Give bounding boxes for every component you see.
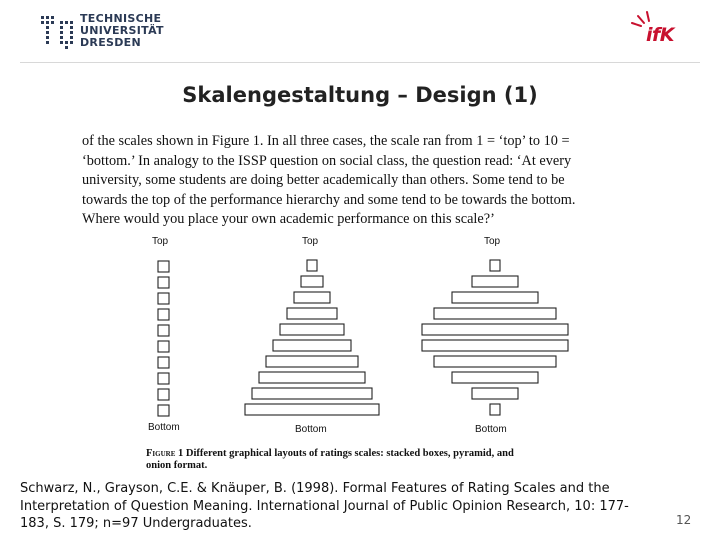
- onion-step: [452, 372, 538, 383]
- scale-layouts-drawing: [80, 236, 645, 446]
- slide-title: Skalengestaltung – Design (1): [182, 83, 538, 107]
- pyramid-step: [245, 404, 379, 415]
- stacked-top-label: Top: [152, 236, 169, 247]
- excerpt-paragraph: [82, 132, 642, 230]
- excerpt-line: university, some students are doing better academically than others. Some tend to be: [82, 172, 565, 188]
- excerpt-line: towards the top of the performance hierarchy and some tend to be towards the bottom.: [82, 191, 576, 208]
- stacked-box: [158, 277, 169, 288]
- stacked-box: [158, 389, 169, 400]
- onion-step: [490, 404, 500, 415]
- tu-logo-line-1: TECHNISCHE: [80, 12, 162, 25]
- stacked-box: [158, 357, 169, 368]
- stacked-bottom-label: Bottom: [148, 422, 180, 433]
- page-number: 12: [676, 513, 692, 527]
- tu-dresden-logo-icon: [38, 14, 76, 50]
- pyramid-step: [287, 308, 337, 319]
- stacked-box: [158, 405, 169, 416]
- rating-scales-figure: [80, 236, 645, 472]
- pyramid-step: [259, 372, 365, 383]
- pyramid-top-label: Top: [302, 236, 319, 247]
- excerpt-line: Where would you place your own academic performance on this scale?’: [82, 211, 495, 227]
- stacked-box: [158, 341, 169, 352]
- figure-caption: [146, 448, 586, 472]
- ifk-logo-text: ifK: [646, 24, 675, 46]
- pyramid-step: [273, 340, 351, 351]
- scanned-excerpt: [80, 132, 645, 472]
- onion-step: [422, 324, 568, 335]
- onion-step: [434, 308, 556, 319]
- tu-logo-line-2: UNIVERSITÄT: [80, 24, 164, 37]
- onion-bottom-label: Bottom: [475, 424, 507, 435]
- onion-step: [490, 260, 500, 271]
- onion-step: [422, 340, 568, 351]
- onion-step: [434, 356, 556, 367]
- onion-step: [452, 292, 538, 303]
- citation: [20, 480, 680, 533]
- pyramid-step: [266, 356, 358, 367]
- onion-step: [472, 276, 518, 287]
- pyramid-step: [294, 292, 330, 303]
- citation-line: Interpretation of Question Meaning. International Journal of Public Opinion Research, 10: 177-: [20, 498, 629, 514]
- onion-step: [472, 388, 518, 399]
- tu-dresden-wordmark: [80, 13, 164, 49]
- stacked-box: [158, 373, 169, 384]
- pyramid-step: [301, 276, 323, 287]
- pyramid-step: [252, 388, 372, 399]
- stacked-box: [158, 309, 169, 320]
- tu-logo-line-3: DRESDEN: [80, 36, 141, 49]
- caption-text-continued: onion format.: [146, 460, 208, 471]
- caption-text: Different graphical layouts of ratings scales: stacked boxes, pyramid, and: [183, 448, 514, 459]
- excerpt-line: of the scales shown in Figure 1. In all three cases, the scale ran from 1 = ‘top’ to 10 =: [82, 133, 570, 149]
- tu-dresden-logo: [38, 12, 163, 52]
- citation-line: Schwarz, N., Grayson, C.E. & Knäuper, B. (1998). Formal Features of Rating Scales and the: [20, 481, 610, 496]
- pyramid-step: [280, 324, 344, 335]
- header-divider: [20, 62, 700, 63]
- stacked-box: [158, 293, 169, 304]
- excerpt-line: ‘bottom.’ In analogy to the ISSP question on social class, the question read: ‘At every: [82, 152, 572, 169]
- onion-top-label: Top: [484, 236, 501, 247]
- ifk-logo: [630, 10, 694, 46]
- stacked-box: [158, 261, 169, 272]
- caption-figure-number: Figure 1: [146, 448, 184, 459]
- stacked-box: [158, 325, 169, 336]
- citation-line: 183, S. 179; n=97 Undergraduates.: [20, 516, 252, 531]
- pyramid-step: [307, 260, 317, 271]
- pyramid-bottom-label: Bottom: [295, 424, 327, 435]
